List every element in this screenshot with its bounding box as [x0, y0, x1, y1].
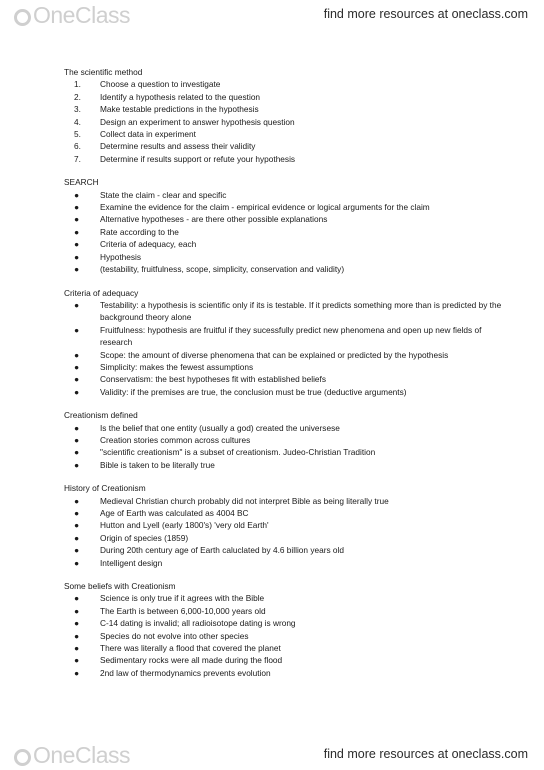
- bullet-icon: ●: [74, 495, 80, 506]
- bullet-icon: ●: [74, 643, 80, 654]
- item-text: Choose a question to investigate: [100, 79, 221, 90]
- item-text: Creation stories common across cultures: [100, 434, 251, 445]
- header-resources-link[interactable]: find more resources at oneclass.com: [323, 7, 528, 21]
- item-text: The Earth is between 6,000-10,000 years old: [100, 605, 266, 616]
- bullet-list: [64, 495, 504, 569]
- section: [64, 482, 504, 569]
- list-item: [64, 605, 504, 617]
- section: [64, 287, 504, 399]
- list-item: [64, 544, 504, 556]
- item-text: Conservatism: the best hypotheses fit with established beliefs: [100, 374, 326, 385]
- item-text: Hypothesis: [100, 251, 142, 262]
- bullet-icon: ●: [74, 520, 80, 531]
- bullet-icon: ●: [74, 593, 80, 604]
- list-item: [64, 153, 504, 165]
- section-title: Some beliefs with Creationism: [64, 581, 176, 592]
- bullet-icon: ●: [74, 251, 80, 262]
- item-text: Examine the evidence for the claim - empirical evidence or logical arguments for the claim: [100, 202, 430, 213]
- bullet-icon: ●: [74, 422, 80, 433]
- oneclass-logo[interactable]: [14, 2, 130, 29]
- item-text: "scientific creationism" is a subset of creationism. Judeo-Christian Tradition: [100, 447, 376, 458]
- list-item: [64, 495, 504, 507]
- bullet-list: [64, 299, 504, 398]
- bullet-icon: ●: [74, 655, 80, 666]
- section-title: Criteria of adequacy: [64, 287, 139, 298]
- list-item: [64, 299, 504, 324]
- bullet-icon: ●: [74, 630, 80, 641]
- bullet-icon: ●: [74, 557, 80, 568]
- list-item: [64, 519, 504, 531]
- list-item: [64, 103, 504, 115]
- bullet-icon: ●: [74, 459, 80, 470]
- list-item: [64, 592, 504, 604]
- list-item: [64, 557, 504, 569]
- item-number: 1.: [74, 79, 81, 90]
- section: [64, 409, 504, 471]
- item-number: 4.: [74, 116, 81, 127]
- list-item: [64, 140, 504, 152]
- item-text: During 20th century age of Earth caluclated by 4.6 billion years old: [100, 545, 344, 556]
- item-number: 6.: [74, 141, 81, 152]
- footer-resources-link[interactable]: find more resources at oneclass.com: [323, 747, 528, 761]
- item-text: Simplicity: makes the fewest assumptions: [100, 361, 254, 372]
- list-item: [64, 91, 504, 103]
- bullet-icon: ●: [74, 202, 80, 213]
- list-item: [64, 226, 504, 238]
- list-item: [64, 251, 504, 263]
- list-item: [64, 654, 504, 666]
- oneclass-logo-footer[interactable]: [14, 742, 130, 769]
- item-text: Determine results and assess their validity: [100, 141, 256, 152]
- list-item: [64, 213, 504, 225]
- item-text: Rate according to the: [100, 226, 179, 237]
- footer-bar: [0, 740, 544, 770]
- item-text: Validity: if the premises are true, the conclusion must be true (deductive arguments): [100, 386, 407, 397]
- item-number: 2.: [74, 91, 81, 102]
- list-item: [64, 324, 504, 349]
- item-text: Collect data in experiment: [100, 129, 196, 140]
- item-text: Scope: the amount of diverse phenomena that can be explained or predicted by the hypothesis: [100, 349, 449, 360]
- item-text: Alternative hypotheses - are there other possible explanations: [100, 214, 328, 225]
- item-text: Identify a hypothesis related to the question: [100, 91, 261, 102]
- list-item: [64, 361, 504, 373]
- list-item: [64, 532, 504, 544]
- bullet-icon: ●: [74, 226, 80, 237]
- list-item: [64, 617, 504, 629]
- document-body: [64, 66, 504, 690]
- bullet-icon: ●: [74, 447, 80, 458]
- item-text: C-14 dating is invalid; all radioisotope dating is wrong: [100, 618, 296, 629]
- list-item: [64, 349, 504, 361]
- item-text: Hutton and Lyell (early 1800's) 'very old Earth': [100, 520, 269, 531]
- section: [64, 176, 504, 275]
- bullet-icon: ●: [74, 214, 80, 225]
- numbered-list: [64, 78, 504, 165]
- item-text: Science is only true if it agrees with the Bible: [100, 593, 265, 604]
- list-item: [64, 459, 504, 471]
- section-title: History of Creationism: [64, 483, 146, 494]
- item-text: Medieval Christian church probably did not interpret Bible as being literally true: [100, 495, 389, 506]
- item-text: 2nd law of thermodynamics prevents evolution: [100, 667, 271, 678]
- list-item: [64, 238, 504, 250]
- bullet-icon: ●: [74, 532, 80, 543]
- list-item: [64, 507, 504, 519]
- item-text: Species do not evolve into other species: [100, 630, 249, 641]
- logo-text: OneClass: [33, 2, 130, 28]
- list-item: [64, 642, 504, 654]
- item-text: Bible is taken to be literally true: [100, 459, 215, 470]
- header-bar: [0, 0, 544, 30]
- item-text: Fruitfulness: hypothesis are fruitful if they sucessfully predict new phenomena and open up new fields of research: [100, 324, 482, 348]
- list-item: [64, 422, 504, 434]
- bullet-icon: ●: [74, 299, 80, 310]
- list-item: [64, 667, 504, 679]
- item-number: 7.: [74, 153, 81, 164]
- bullet-icon: ●: [74, 667, 80, 678]
- list-item: [64, 446, 504, 458]
- item-text: State the claim - clear and specific: [100, 189, 227, 200]
- item-text: Is the belief that one entity (usually a god) created the universese: [100, 422, 340, 433]
- section: [64, 66, 504, 165]
- item-text: Sedimentary rocks were all made during the flood: [100, 655, 283, 666]
- logo-ring-icon: [14, 749, 31, 766]
- item-text: Make testable predictions in the hypothesis: [100, 104, 259, 115]
- list-item: [64, 373, 504, 385]
- list-item: [64, 630, 504, 642]
- list-item: [64, 201, 504, 213]
- bullet-icon: ●: [74, 264, 80, 275]
- section-title: The scientific method: [64, 67, 143, 77]
- item-text: (testability, fruitfulness, scope, simplicity, conservation and validity): [100, 264, 345, 275]
- item-text: Determine if results support or refute your hypothesis: [100, 153, 296, 164]
- logo-ring-icon: [14, 9, 31, 26]
- bullet-icon: ●: [74, 434, 80, 445]
- item-text: Design an experiment to answer hypothesis question: [100, 116, 295, 127]
- bullet-icon: ●: [74, 374, 80, 385]
- list-item: [64, 386, 504, 398]
- list-item: [64, 189, 504, 201]
- list-item: [64, 434, 504, 446]
- bullet-icon: ●: [74, 349, 80, 360]
- list-item: [64, 116, 504, 128]
- bullet-icon: ●: [74, 239, 80, 250]
- item-text: Criteria of adequacy, each: [100, 239, 197, 250]
- bullet-icon: ●: [74, 386, 80, 397]
- bullet-icon: ●: [74, 508, 80, 518]
- item-text: Age of Earth was calculated as 4004 BC: [100, 508, 249, 518]
- list-item: [64, 263, 504, 275]
- item-text: Origin of species (1859): [100, 532, 189, 543]
- bullet-icon: ●: [74, 605, 80, 616]
- bullet-list: [64, 422, 504, 472]
- item-text: Intelligent design: [100, 557, 163, 568]
- list-item: [64, 128, 504, 140]
- section-title: Creationism defined: [64, 410, 138, 421]
- item-text: Testability: a hypothesis is scientific only if its is testable. If it predicts something more than is predicted by the background theory alone: [100, 299, 502, 323]
- bullet-list: [64, 189, 504, 276]
- bullet-icon: ●: [74, 361, 80, 372]
- list-item: [64, 78, 504, 90]
- bullet-icon: ●: [74, 545, 80, 556]
- bullet-icon: ●: [74, 618, 80, 629]
- bullet-icon: ●: [74, 324, 80, 335]
- item-number: 5.: [74, 129, 81, 140]
- logo-text: OneClass: [33, 742, 130, 768]
- item-text: There was literally a flood that covered the planet: [100, 643, 281, 654]
- item-number: 3.: [74, 104, 81, 115]
- bullet-icon: ●: [74, 189, 80, 200]
- section-title: SEARCH: [64, 177, 99, 188]
- section: [64, 580, 504, 679]
- bullet-list: [64, 592, 504, 679]
